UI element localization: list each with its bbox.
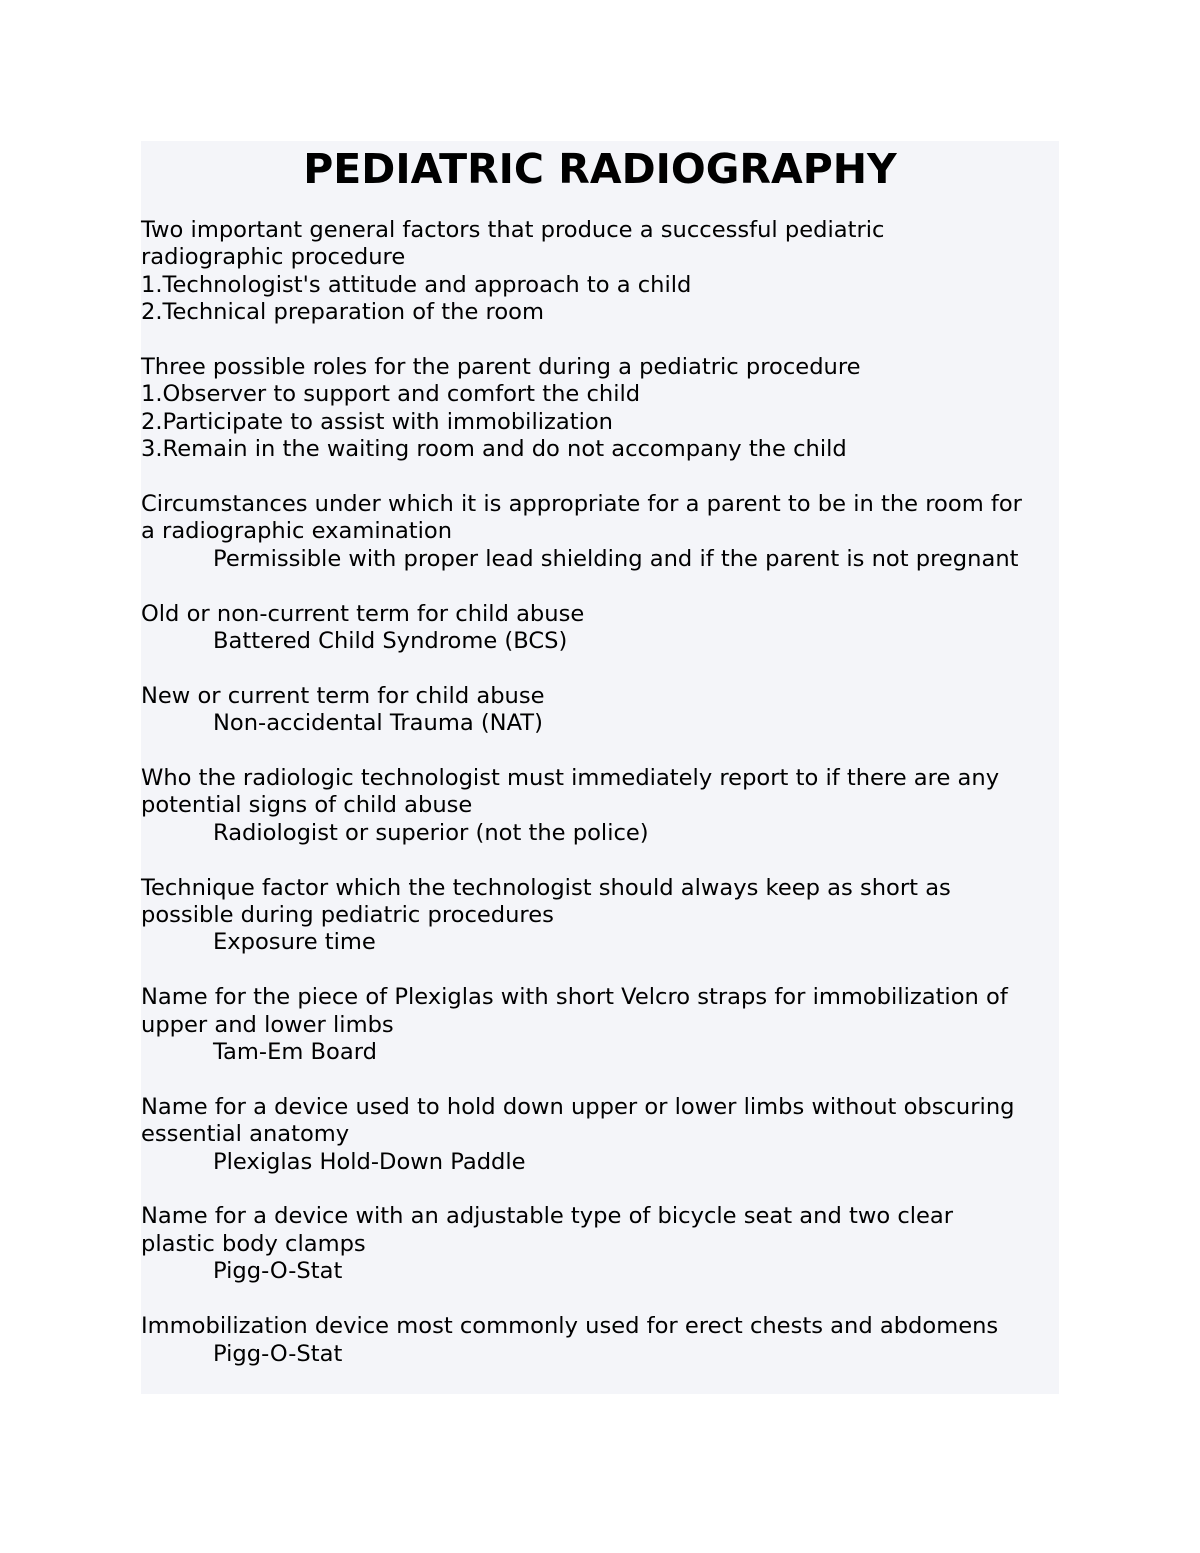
question-line: potential signs of child abuse bbox=[141, 792, 473, 819]
question-line: essential anatomy bbox=[141, 1121, 350, 1148]
section-parent-roles bbox=[141, 354, 1059, 464]
question-line: Immobilization device most commonly used for erect chests and abdomens bbox=[141, 1313, 999, 1340]
list-item: 3.Remain in the waiting room and do not accompany the child bbox=[141, 436, 847, 463]
section-parent-in-room bbox=[141, 491, 1059, 573]
question-line: Name for a device with an adjustable type of bicycle seat and two clear bbox=[141, 1203, 954, 1230]
list-item: 2.Participate to assist with immobilization bbox=[141, 408, 613, 435]
section-hold-down-paddle bbox=[141, 1094, 1059, 1176]
question-line: Name for a device used to hold down upper or lower limbs without obscuring bbox=[141, 1093, 1015, 1120]
section-old-term bbox=[141, 601, 1059, 656]
question-line: plastic body clamps bbox=[141, 1230, 366, 1257]
question-line: Who the radiologic technologist must immediately report to if there are any bbox=[141, 765, 1000, 792]
answer-line: Permissible with proper lead shielding and if the parent is not pregnant bbox=[213, 545, 1019, 572]
question-line: New or current term for child abuse bbox=[141, 682, 545, 709]
answer-line: Non-accidental Trauma (NAT) bbox=[213, 710, 543, 737]
section-erect-chest-device bbox=[141, 1313, 1059, 1368]
answer-line: Battered Child Syndrome (BCS) bbox=[213, 628, 568, 655]
question-line: possible during pediatric procedures bbox=[141, 902, 554, 929]
question-line: a radiographic examination bbox=[141, 518, 453, 545]
question-line: upper and lower limbs bbox=[141, 1011, 394, 1038]
question-line: radiographic procedure bbox=[141, 244, 406, 271]
section-new-term bbox=[141, 683, 1059, 738]
page-title: PEDIATRIC RADIOGRAPHY bbox=[303, 145, 897, 193]
question-line: Two important general factors that produce a successful pediatric bbox=[141, 217, 885, 243]
answer-line: Exposure time bbox=[213, 929, 376, 956]
question-line: Technique factor which the technologist should always keep as short as bbox=[141, 874, 951, 901]
question-line: Three possible roles for the parent during a pediatric procedure bbox=[141, 354, 861, 381]
section-general-factors bbox=[141, 217, 1059, 327]
answer-line: Tam-Em Board bbox=[213, 1039, 377, 1066]
section-report-to bbox=[141, 765, 1059, 847]
list-item: 1.Observer to support and comfort the child bbox=[141, 381, 641, 408]
section-bicycle-seat-device bbox=[141, 1203, 1059, 1285]
answer-line: Plexiglas Hold-Down Paddle bbox=[213, 1148, 526, 1175]
section-technique-factor bbox=[141, 875, 1059, 957]
list-item: 2.Technical preparation of the room bbox=[141, 299, 544, 326]
question-line: Old or non-current term for child abuse bbox=[141, 600, 585, 627]
answer-line: Pigg-O-Stat bbox=[213, 1340, 343, 1367]
document-body bbox=[141, 217, 1059, 1395]
document-content bbox=[141, 141, 1059, 1394]
question-line: Name for the piece of Plexiglas with short Velcro straps for immobilization of bbox=[141, 984, 1008, 1011]
answer-line: Radiologist or superior (not the police) bbox=[213, 819, 649, 846]
list-item: 1.Technologist's attitude and approach to a child bbox=[141, 271, 692, 298]
answer-line: Pigg-O-Stat bbox=[213, 1258, 343, 1285]
question-line: Circumstances under which it is appropriate for a parent to be in the room for bbox=[141, 491, 1022, 518]
section-tam-em-board bbox=[141, 984, 1059, 1066]
